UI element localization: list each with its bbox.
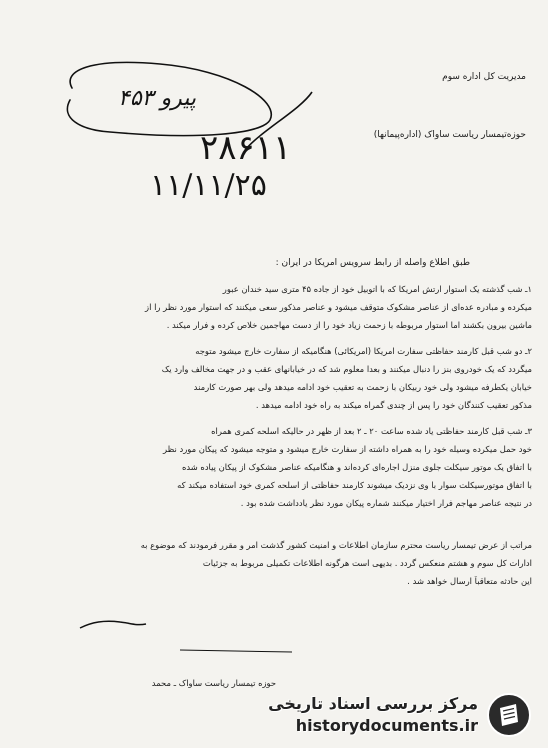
body-line: با اتفاق موتورسیکلت سوار با وی نزدیک میشوند کارمند حفاظتی از اسلحه کمری خود استفاده میکند که	[177, 480, 532, 490]
handwritten-note: پیرو ۴۵۳	[118, 86, 196, 111]
body-line: ماشین بیرون بکشند اما استوار مربوطه با زحمت زیاد خود را از دست مهاجمین خلاص کرده و فرار میکند .	[166, 320, 532, 330]
body-line: با اتفاق یک موتور سیکلت جلوی منزل اجاره‌ای کرده‌اند و هنگامیکه عناصر مشکوک از پیکان پیاده شده	[181, 462, 532, 472]
watermark	[250, 690, 540, 740]
body-line: خود حمل میکرده وسیله خود را به همراه داشته از سفارت خارج میشود و متوجه میشود که پیکان مورد نظر	[162, 444, 532, 454]
closing-line: این حادثه متعاقباً ارسال خواهد شد .	[407, 576, 532, 586]
closing-line: ادارات کل سوم و هشتم منعکس گردد . بدیهی است هرگونه اطلاعات تکمیلی مربوط به جزئیات	[202, 558, 532, 568]
handwritten-date: ۱۱/۱۱/۲۵	[150, 168, 267, 203]
watermark-url: historydocuments.ir	[295, 716, 478, 735]
department-header: مدیریت کل اداره سوم	[442, 72, 526, 82]
body-line: ۲ـ دو شب قبل کارمند حفاظتی سفارت امریکا (امریکائی) هنگامیکه از سفارت خارج میشود متوجه	[195, 346, 532, 356]
body-line: مذکور تعقیب کنندگان خود را پس از چندی گمراه میکند به راه خود ادامه میدهد .	[255, 400, 532, 410]
subject-line: طبق اطلاع واصله از رابط سرویس امریکا در ایران :	[275, 258, 470, 268]
closing-line: مراتب از عرض تیمسار ریاست محترم سازمان اطلاعات و امنیت کشور گذشت امر و مقرر فرمودند که موضوع به	[140, 540, 532, 550]
archive-logo-icon	[486, 692, 532, 738]
body-line: میگردد که یک خودروی بنز را دنبال میکنند و بعدا معلوم شد که در خیابانهای عقب و در جهت مخالف وارد یک	[161, 364, 532, 374]
handwritten-number: ۲۸۶۱۱	[200, 128, 292, 168]
body-line: خیابان یکطرفه میشود ولی خود ربیکان با زحمت به تعقیب خود ادامه میدهد ولی بهر صورت کارمند	[193, 382, 532, 392]
body-line: ۱ـ شب گذشته یک استوار ارتش امریکا که با اتوبیل خود از جاده ۴۵ متری سید خندان عبور	[222, 284, 532, 294]
body-line: در نتیجه عناصر مهاجم فرار اختیار میکنند شماره پیکان مورد نظر یادداشت شده بود .	[240, 498, 532, 508]
signature-block: حوزه تیمسار ریاست ساواک ـ محمد	[151, 678, 276, 688]
watermark-name: مرکز بررسی اسناد تاریخی	[268, 694, 478, 713]
body-line: میکرده و مبادره عده‌ای از عناصر مشکوک متوقف میشود و عناصر مذکور سعی میکنند که استوار مورد نظر را از	[145, 302, 532, 312]
recipient-header: حوزه‌تیمسار ریاست ساواک (اداره‌پیمانها)	[373, 130, 526, 140]
body-line: ۳ـ شب قبل کارمند حفاظتی یاد شده ساعت ۲۰ ـ ۲ بعد از ظهر در حالیکه اسلحه کمری همراه	[211, 426, 532, 436]
